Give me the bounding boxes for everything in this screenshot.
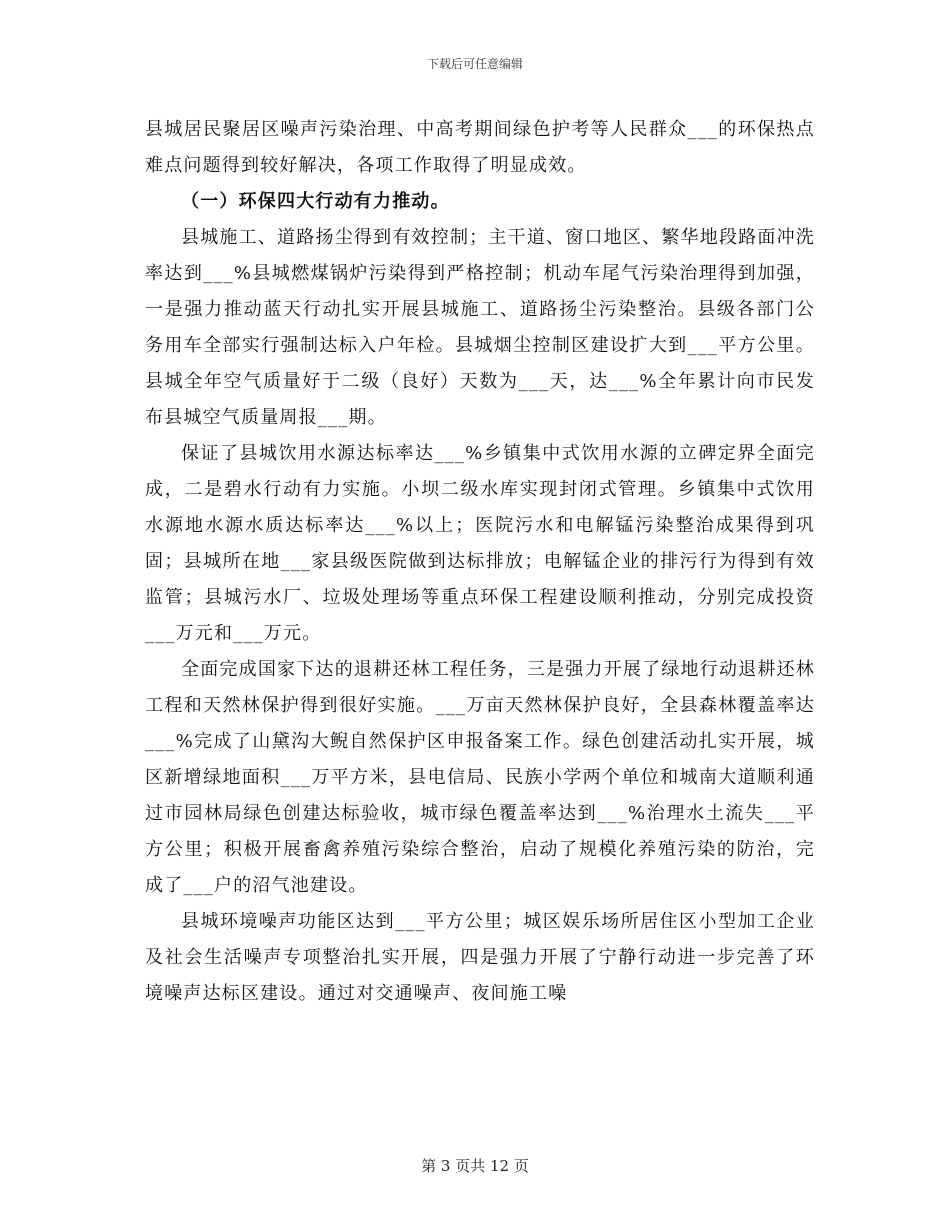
paragraph-clear-water: 保证了县城饮用水源达标率达___%乡镇集中式饮用水源的立碑定界全面完成，二是碧水行动有力实施。小坝二级水库实现封闭式管理。乡镇集中式饮用水源地水源水质达标率达___%以上；医院污水和电解锰污染整治成果得到巩固；县城所在地___家县级医院做到达标排放；电解锰企业的排污行为得到有效监管；县城污水厂、垃圾处理场等重点环保工程建设顺利推动，分别完成投资___万元和___万元。 — [145, 443, 815, 644]
page-header: 下载后可任意编辑 — [426, 57, 523, 71]
paragraph-blue-sky: 县城施工、道路扬尘得到有效控制；主干道、窗口地区、繁华地段路面冲洗率达到___%县城燃煤锅炉污染得到严格控制；机动车尾气污染治理得到加强，一是强力推动蓝天行动扎实开展县城施工、道路扬尘污染整治。县级各部门公务用车全部实行强制达标入户年检。县城烟尘控制区建设扩大到___平方公里。县城全年空气质量好于二级（良好）天数为___天，达___%全年累计向市民发布县城空气质量周报___期。 — [145, 227, 815, 428]
paragraph-quiet: 县城环境噪声功能区达到___平方公里；城区娱乐场所居住区小型加工企业及社会生活噪声专项整治扎实开展，四是强力开展了宁静行动进一步完善了环境噪声达标区建设。通过对交通噪声、夜间施工噪 — [145, 911, 815, 1004]
paragraph-green-land: 全面完成国家下达的退耕还林工程任务，三是强力开展了绿地行动退耕还林工程和天然林保护得到很好实施。___万亩天然林保护良好，全县森林覆盖率达___%完成了山黛沟大鲵自然保护区申报备案工作。绿色创建活动扎实开展，城区新增绿地面积___万平方米，县电信局、民族小学两个单位和城南大道顺利通过市园林局绿色创建达标验收，城市绿色覆盖率达到___%治理水土流失___平方公里；积极开展畜禽养殖污染综合整治，启动了规模化养殖污染的防治，完成了___户的沼气池建设。 — [145, 659, 815, 896]
page-footer: 第 3 页共 12 页 — [421, 1157, 529, 1175]
paragraph-continuation: 县城居民聚居区噪声污染治理、中高考期间绿色护考等人民群众___的环保热点难点问题得到较好解决，各项工作取得了明显成效。 — [145, 119, 815, 176]
document-body — [145, 112, 815, 1012]
section-heading: （一）环保四大行动有力推动。 — [181, 191, 450, 212]
